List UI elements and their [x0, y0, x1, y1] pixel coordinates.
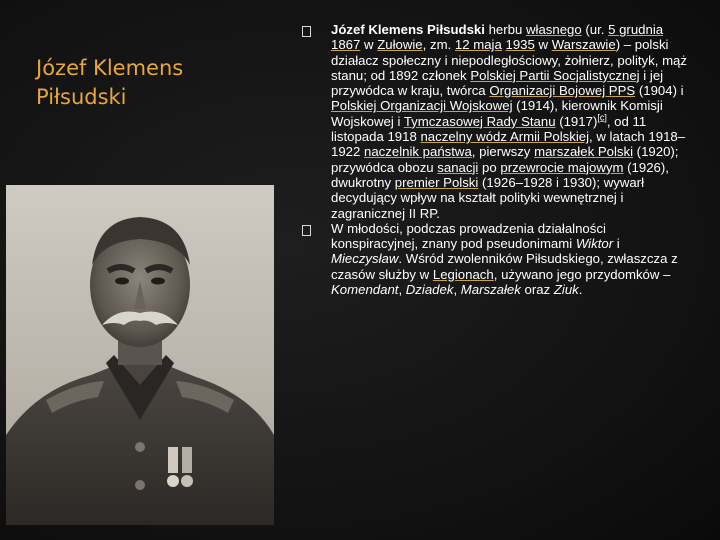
- portrait-photo: [6, 185, 274, 525]
- link-1867[interactable]: 1867: [331, 37, 361, 53]
- bullet-item-2: [302, 221, 692, 297]
- link-przewrocie-majowym[interactable]: przewrocie majowym: [500, 159, 624, 175]
- portrait-image: [6, 185, 274, 525]
- text: ,: [398, 282, 406, 298]
- link-zulowie[interactable]: Zułowie: [377, 37, 423, 53]
- nickname-komendant: Komendant: [331, 282, 399, 298]
- text: ) – polski działacz społeczny i niepodległościowy, żołnierz, polityk, mąż stanu; od 1892 członek: [331, 37, 687, 83]
- footnote-link[interactable]: [c]: [597, 112, 607, 123]
- text: (1926), dwukrotny: [331, 159, 669, 190]
- text: i jej przywódca w kraju, twórca: [331, 67, 664, 99]
- text: , zm.: [422, 37, 455, 53]
- link-premier-polski[interactable]: premier Polski: [394, 174, 479, 190]
- text: herbu: [484, 22, 526, 37]
- square-bullet-icon: [302, 26, 311, 37]
- text: . Wśród zwolenników Piłsudskiego, zwłaszcza z czasów służby w: [331, 251, 678, 282]
- bullet-list: [302, 22, 692, 297]
- text: (1917): [555, 113, 598, 129]
- text: (1904) i: [635, 83, 684, 99]
- text: , w latach 1918–1922: [331, 129, 686, 160]
- pseudonym-wiktor: Wiktor: [575, 236, 614, 252]
- bullet-item-1: [302, 22, 692, 221]
- link-marszalek-polski[interactable]: marszałek Polski: [534, 144, 634, 160]
- link-warszawie[interactable]: Warszawie: [551, 37, 616, 53]
- text: w: [360, 37, 378, 53]
- text: , od 11 listopada 1918: [331, 113, 647, 145]
- text: W młodości, podczas prowadzenia działalności konspiracyjnej, znany pod pseudonimami: [331, 220, 606, 252]
- text: (1914), kierownik Komisji Wojskowej i: [331, 98, 663, 129]
- slide-title-line2: Piłsudski: [36, 85, 127, 109]
- text: (1920); przywódca obozu: [331, 144, 679, 175]
- text: w: [534, 37, 552, 53]
- text: , pierwszy: [471, 144, 535, 160]
- text: (1926–1928 i 1930); wywarł decydujący wpływ na kształt polityki wewnętrznej i zagranicznej II RP.: [331, 174, 645, 221]
- text: .: [578, 282, 583, 298]
- link-12-maja[interactable]: 12 maja: [454, 37, 502, 53]
- link-5-grudnia[interactable]: 5 grudnia: [608, 22, 664, 37]
- link-sanacji[interactable]: sanacji: [437, 159, 479, 175]
- link-legionach[interactable]: Legionach: [432, 266, 494, 282]
- pseudonym-mieczyslaw: Mieczysław: [331, 251, 399, 267]
- nickname-ziuk: Ziuk: [553, 282, 579, 298]
- link-naczelny-wodz[interactable]: naczelny wódz Armii Polskiej: [420, 129, 590, 145]
- link-1935[interactable]: 1935: [505, 37, 535, 53]
- square-bullet-icon: [302, 225, 311, 236]
- link-naczelnik-panstwa[interactable]: naczelnik państwa: [364, 144, 472, 160]
- link-polskiej-partii-socjalistycznej[interactable]: Polskiej Partii Socjalistycznej: [470, 67, 640, 83]
- slide-title: [36, 54, 236, 112]
- slide-title-line1: Józef Klemens: [36, 56, 184, 80]
- link-polskiej-organizacji-wojskowej[interactable]: Polskiej Organizacji Wojskowej: [331, 98, 513, 114]
- text: i: [613, 236, 620, 252]
- nickname-dziadek: Dziadek: [405, 282, 454, 298]
- link-organizacji-bojowej-pps[interactable]: Organizacji Bojowej PPS: [489, 83, 636, 99]
- text: , używano jego przydomków –: [493, 266, 671, 282]
- nickname-marszalek: Marszałek: [460, 282, 521, 298]
- text: ,: [453, 282, 461, 298]
- text: po: [478, 159, 501, 175]
- text: (ur.: [581, 22, 609, 37]
- link-tymczasowej-rady-stanu[interactable]: Tymczasowej Rady Stanu: [403, 113, 556, 129]
- link-wlasnego[interactable]: własnego: [525, 22, 582, 37]
- name-bold: Józef Klemens Piłsudski: [331, 22, 485, 37]
- text: oraz: [520, 282, 554, 298]
